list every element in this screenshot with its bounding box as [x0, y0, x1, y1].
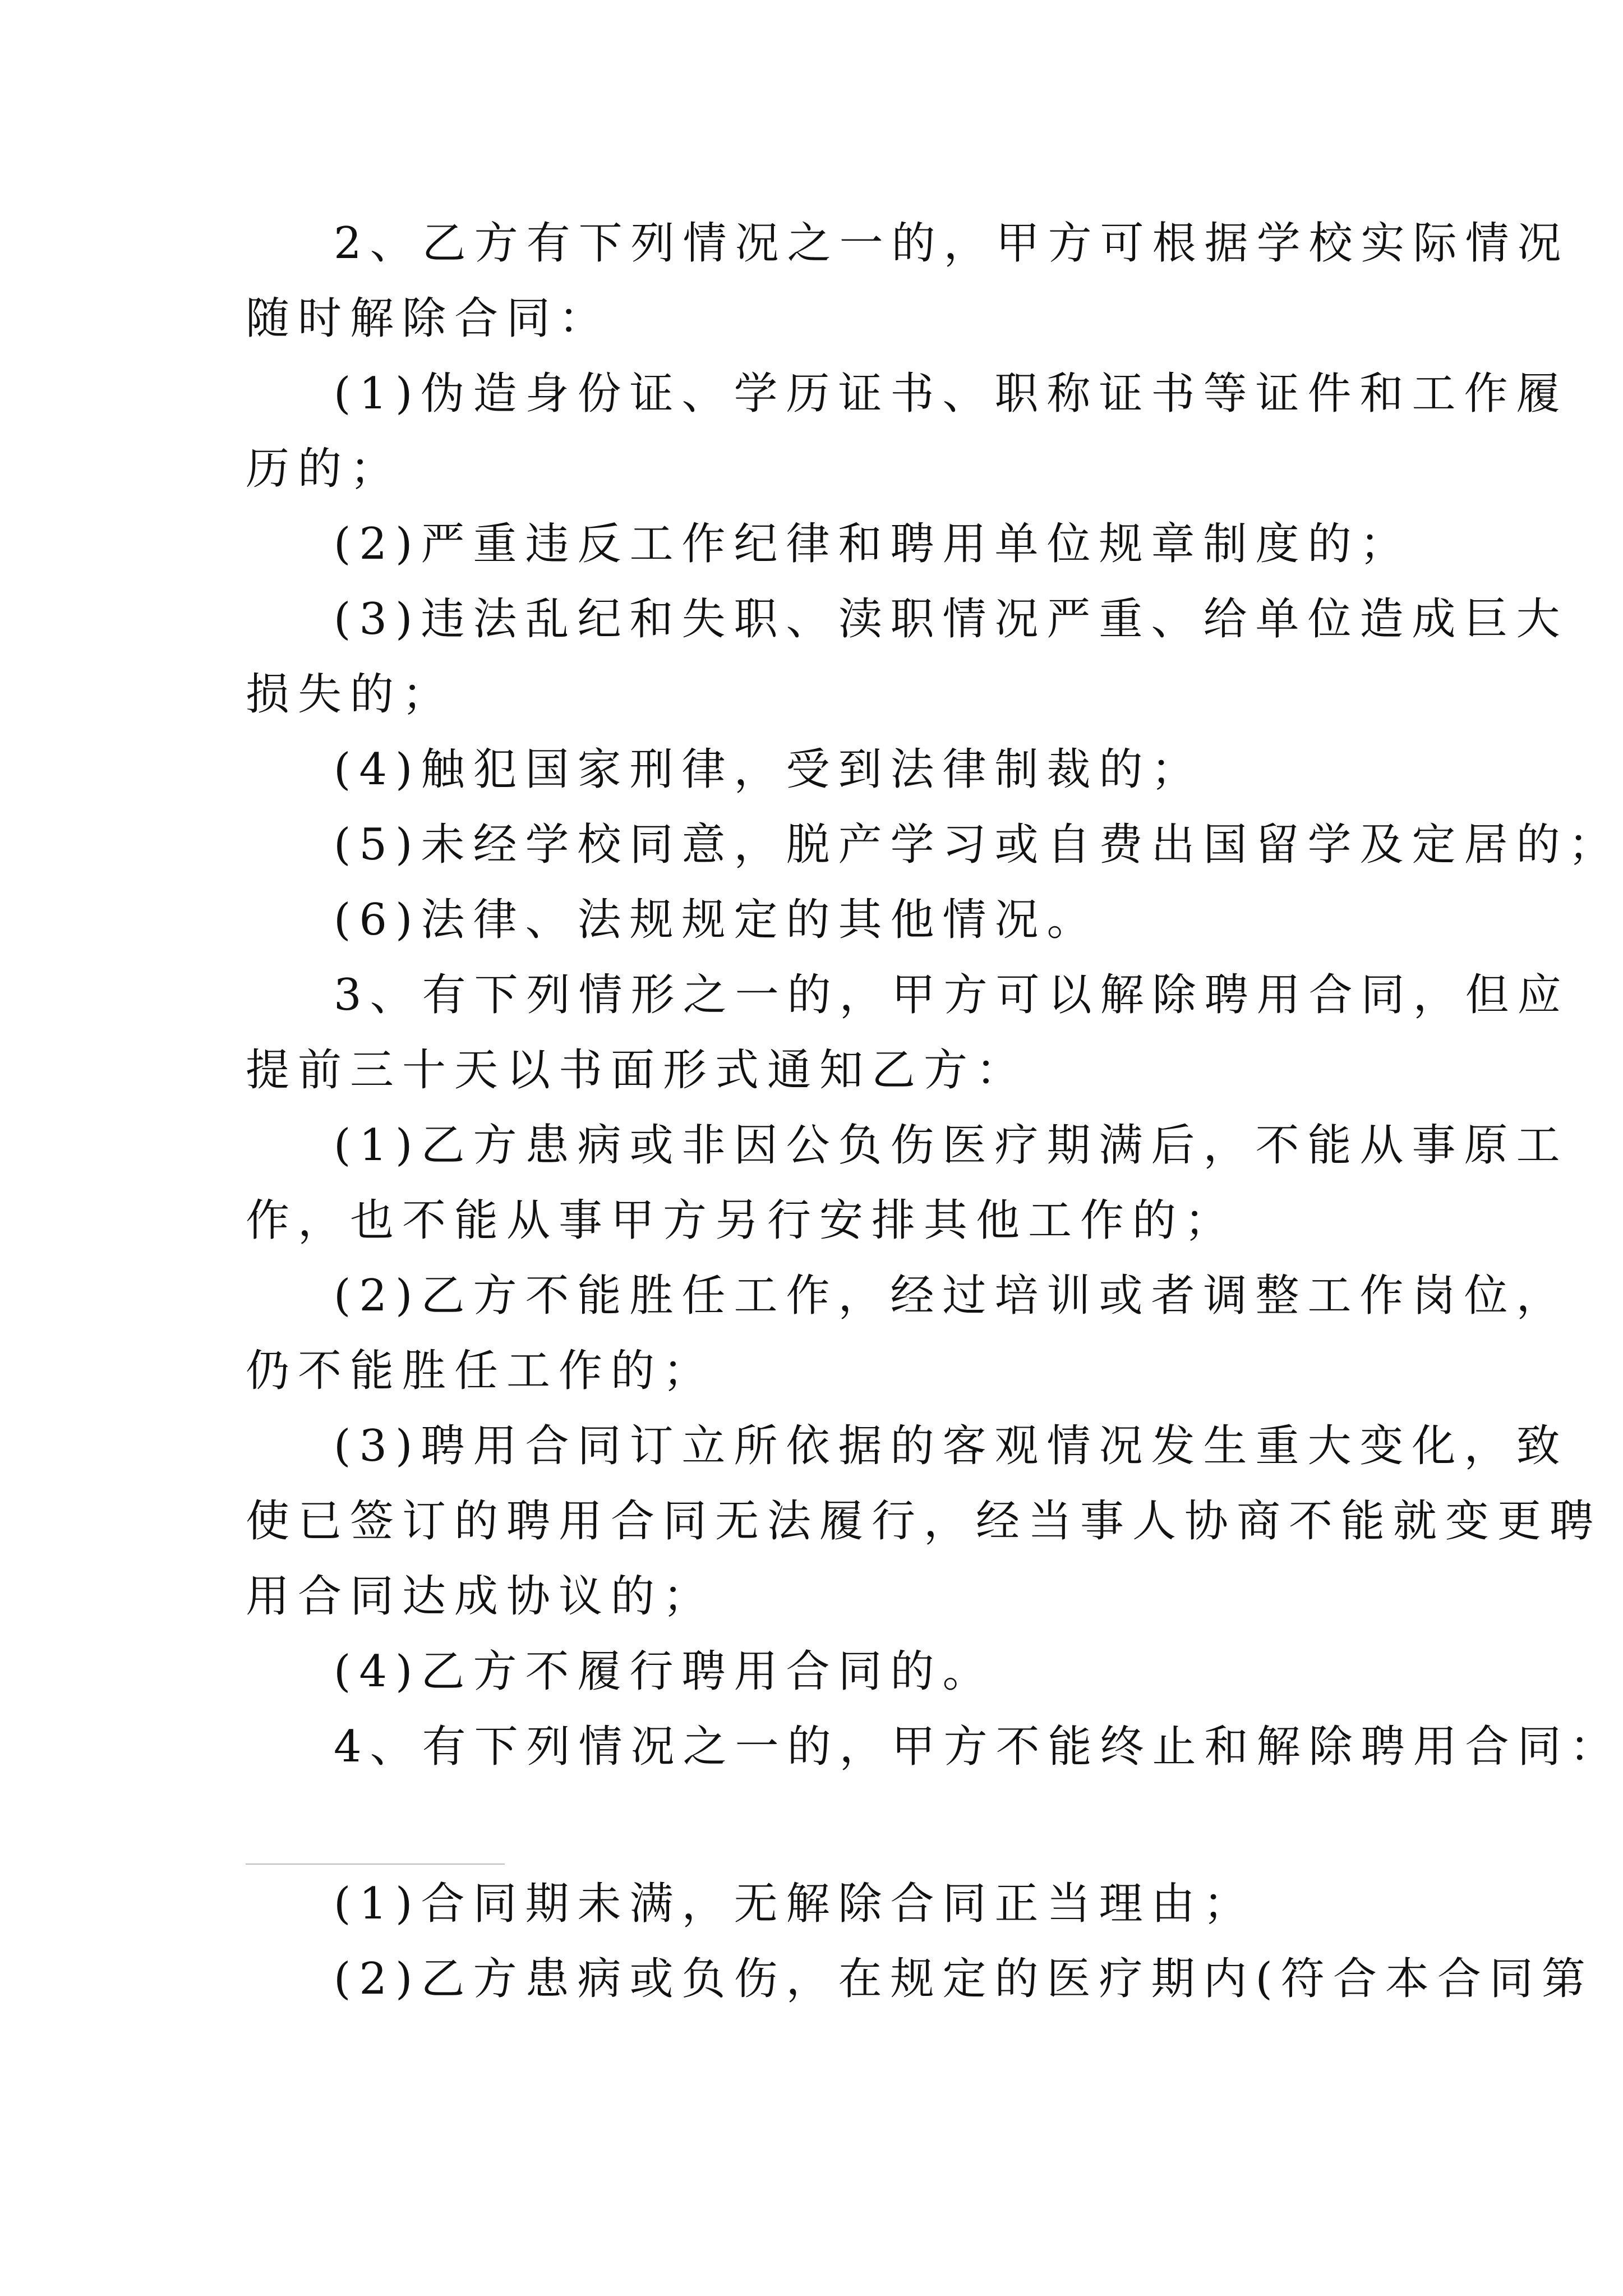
paragraph-line: 使已签订的聘用合同无法履行，经当事人协商不能就变更聘: [246, 1496, 1602, 1547]
paragraph-line: 用合同达成协议的；: [246, 1571, 716, 1622]
paragraph-line: 3、有下列情形之一的，甲方可以解除聘用合同，但应: [334, 970, 1570, 1020]
paragraph-line: (1)伪造身份证、学历证书、职称证书等证件和工作履: [334, 369, 1569, 419]
paragraph-line: (3)聘用合同订立所依据的客观情况发生重大变化，致: [334, 1421, 1569, 1471]
paragraph-line: (1)合同期未满，无解除合同正当理由；: [334, 1879, 1256, 1929]
paragraph-line: (1)乙方患病或非因公负伤医疗期满后，不能从事原工: [334, 1120, 1569, 1171]
paragraph-line: 仍不能胜任工作的；: [246, 1346, 716, 1396]
page-break-rule: [246, 1864, 505, 1865]
paragraph-line: 4、有下列情况之一的，甲方不能终止和解除聘用合同：: [334, 1722, 1622, 1772]
paragraph-line: (6)法律、法规规定的其他情况。: [334, 895, 1099, 945]
paragraph-line: (5)未经学校同意，脱产学习或自费出国留学及定居的；: [334, 820, 1621, 870]
paragraph-line: (4)触犯国家刑律，受到法律制裁的；: [334, 744, 1204, 795]
paragraph-line: 2、乙方有下列情况之一的，甲方可根据学校实际情况: [334, 218, 1570, 269]
paragraph-line: (2)乙方患病或负伤，在规定的医疗期内(符合本合同第: [334, 1954, 1594, 2004]
paragraph-line: (2)严重违反工作纪律和聘用单位规章制度的；: [334, 519, 1412, 569]
paragraph-line: (4)乙方不履行聘用合同的。: [334, 1646, 995, 1697]
paragraph-line: 损失的；: [246, 669, 455, 720]
paragraph-line: (3)违法乱纪和失职、渎职情况严重、给单位造成巨大: [334, 594, 1569, 645]
paragraph-line: 随时解除合同：: [246, 293, 611, 344]
paragraph-line: 提前三十天以书面形式通知乙方：: [246, 1045, 1029, 1096]
paragraph-line: 作，也不能从事甲方另行安排其他工作的；: [246, 1195, 1237, 1246]
paragraph-line: (2)乙方不能胜任工作，经过培训或者调整工作岗位，: [334, 1271, 1569, 1321]
paragraph-line: 历的；: [246, 444, 403, 494]
